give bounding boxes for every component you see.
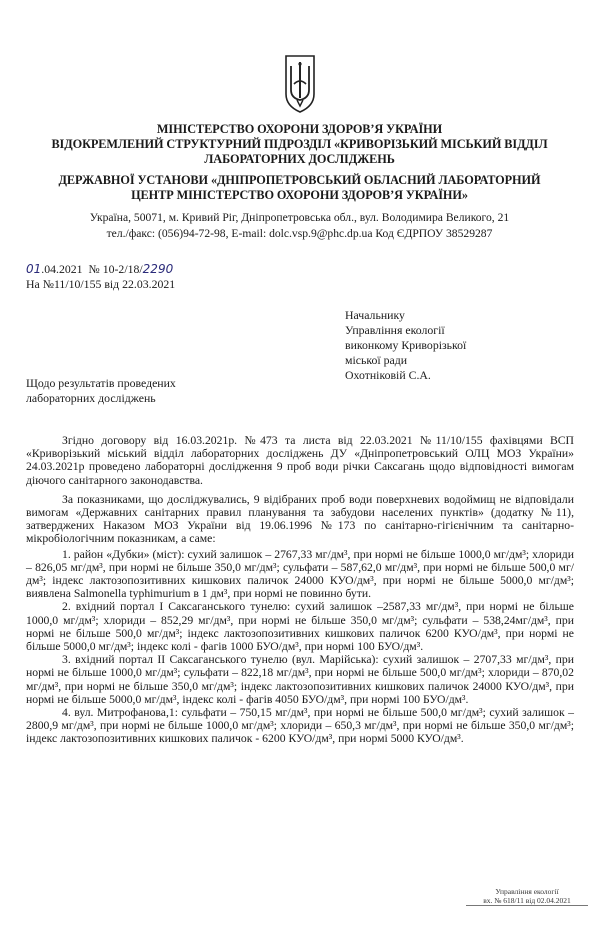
addressee-title: Начальнику	[345, 308, 405, 322]
letter-body	[26, 434, 574, 746]
header-contacts: тел./факс: (056)94-72-98, E-mail: dolc.vsp.9@phc.dp.ua Код ЄДРПОУ 38529287	[106, 227, 493, 240]
addressee-dept: Управління екології	[345, 323, 445, 337]
paragraph-contract: Згідно договору від 16.03.2021р. №473 та листа від 22.03.2021 №11/10/155 фахівцями ВСП «Криворізький міський відділ лабораторних досліджень ДУ «Дніпропетровський ОЛЦ МОЗ України» 24.03.2021р проведено лабораторні дослідження 9 проб води річки Саксагань щодо відповідності вимогам діючого санітарного законодавства.	[26, 434, 574, 487]
header-subdivision: ВІДОКРЕМЛЕНИЙ СТРУКТУРНИЙ ПІДРОЗДІЛ «КРИВОРІЗЬКИЙ МІСЬКИЙ ВІДДІЛ	[51, 137, 548, 151]
registration-stamp	[466, 887, 588, 906]
number-handwritten: 2290	[142, 262, 174, 276]
header-ministry: МІНІСТЕРСТВО ОХОРОНИ ЗДОРОВ’Я УКРАЇНИ	[156, 122, 443, 136]
finding-item-3: 3. вхідний портал ІІ Саксаганського тунелю (вул. Марійська): сухий залишок – 2707,33 мг/дм³, при нормі не більше 1000,0 мг/дм³; сульфати – 822,18 мг/дм³, при нормі не більше 500,0 мг/дм³; хлориди – 870,02 мг/дм³, при нормі не більше 350,0 мг/дм³; індекс лактозопозитивних кишкових паличок 24000 КУО/дм³, при нормі не більше 5000,0 мг/дм³, індекс колі - фагів 4050 БУО/дм³, при нормі 100 БУО/дм³.	[26, 653, 574, 706]
outgoing-ref	[26, 262, 173, 276]
subject-line-2: лабораторних досліджень	[26, 391, 156, 405]
stamp-incoming-number: вх. № 618/11 від 02.04.2021	[466, 896, 588, 906]
header-institution: ДЕРЖАВНОЇ УСТАНОВИ «ДНІПРОПЕТРОВСЬКИЙ ОБЛАСНИЙ ЛАБОРАТОРНИЙ	[58, 173, 541, 187]
finding-item-4: 4. вул. Митрофанова,1: сульфати – 750,15 мг/дм³, при нормі не більше 500,0 мг/дм³; сухий залишок – 2800,9 мг/дм³, при нормі не більше 1000,0 мг/дм³; хлориди – 650,3 мг/дм³, при нормі не більше 350,0 мг/дм³; індекс лактозопозитивних кишкових паличок - 6200 КУО/дм³, при нормі 5000 КУО/дм³.	[26, 706, 574, 746]
header-institution-cont: ЦЕНТР МІНІСТЕРСТВО ОХОРОНИ ЗДОРОВ’Я УКРАЇНИ»	[131, 188, 468, 202]
addressee-council: міської ради	[345, 353, 408, 367]
subject-line-1: Щодо результатів проведених	[26, 376, 176, 390]
finding-item-2: 2. вхідний портал І Саксаганського тунелю: сухий залишок –2587,33 мг/дм³, при нормі не більше 1000,0 мг/дм³; хлориди – 852,29 мг/дм³, при нормі не більше 350,0 мг/дм³; сульфати – 538,24мг/дм³, при нормі не більше 500,0 мг/дм³; індекс лактозопозитивних кишкових паличок 6200 КУО/дм³, при нормі не більше 5000,0 мг/дм³; індекс колі - фагів 1000 БУО/дм³, при нормі 100 БУО/дм³.	[26, 600, 574, 654]
header-subdivision-cont: ЛАБОРАТОРНИХ ДОСЛІДЖЕНЬ	[204, 152, 395, 166]
date-printed: .04.2021	[41, 262, 83, 276]
addressee-name: Охотніковій С.А.	[345, 368, 431, 382]
coat-of-arms-icon	[283, 54, 317, 114]
reply-to-ref: На №11/10/155 від 22.03.2021	[26, 277, 176, 291]
date-handwritten: 01	[26, 262, 42, 276]
number-printed: № 10-2/18/	[88, 262, 143, 276]
header-address: Україна, 50071, м. Кривий Ріг, Дніпропетровська обл., вул. Володимира Великого, 21	[89, 211, 510, 224]
finding-item-1: 1. район «Дубки» (міст): сухий залишок – 2767,33 мг/дм³, при нормі не більше 1000,0 мг/дм³; хлориди – 826,05 мг/дм³, при нормі не більше 350,0 мг/дм³; сульфати – 587,62,0 мг/дм³, при нормі не більше 500,0 мг/дм³; індекс лактозопозитивних кишкових паличок 24000 КУО/дм³, при нормі не більше 5000,0 мг/дм³; виявлена Salmonella typhimurium в 1 дм³, при нормі не повинно бути.	[26, 547, 574, 601]
paragraph-findings: За показниками, що досліджувались, 9 відібраних проб води поверхневих водоймищ не відповідали вимогам «Державних санітарних правил планування та забудови населених пунктів» (додатку №11), затверджених Наказом МОЗ України від 19.06.1996 №173 по санітарно-гігієнічним та санітарно-мікробіологічним показникам, а саме:	[26, 492, 574, 546]
addressee-exec: виконкому Криворізької	[345, 338, 467, 352]
stamp-dept: Управління екології	[495, 887, 559, 896]
